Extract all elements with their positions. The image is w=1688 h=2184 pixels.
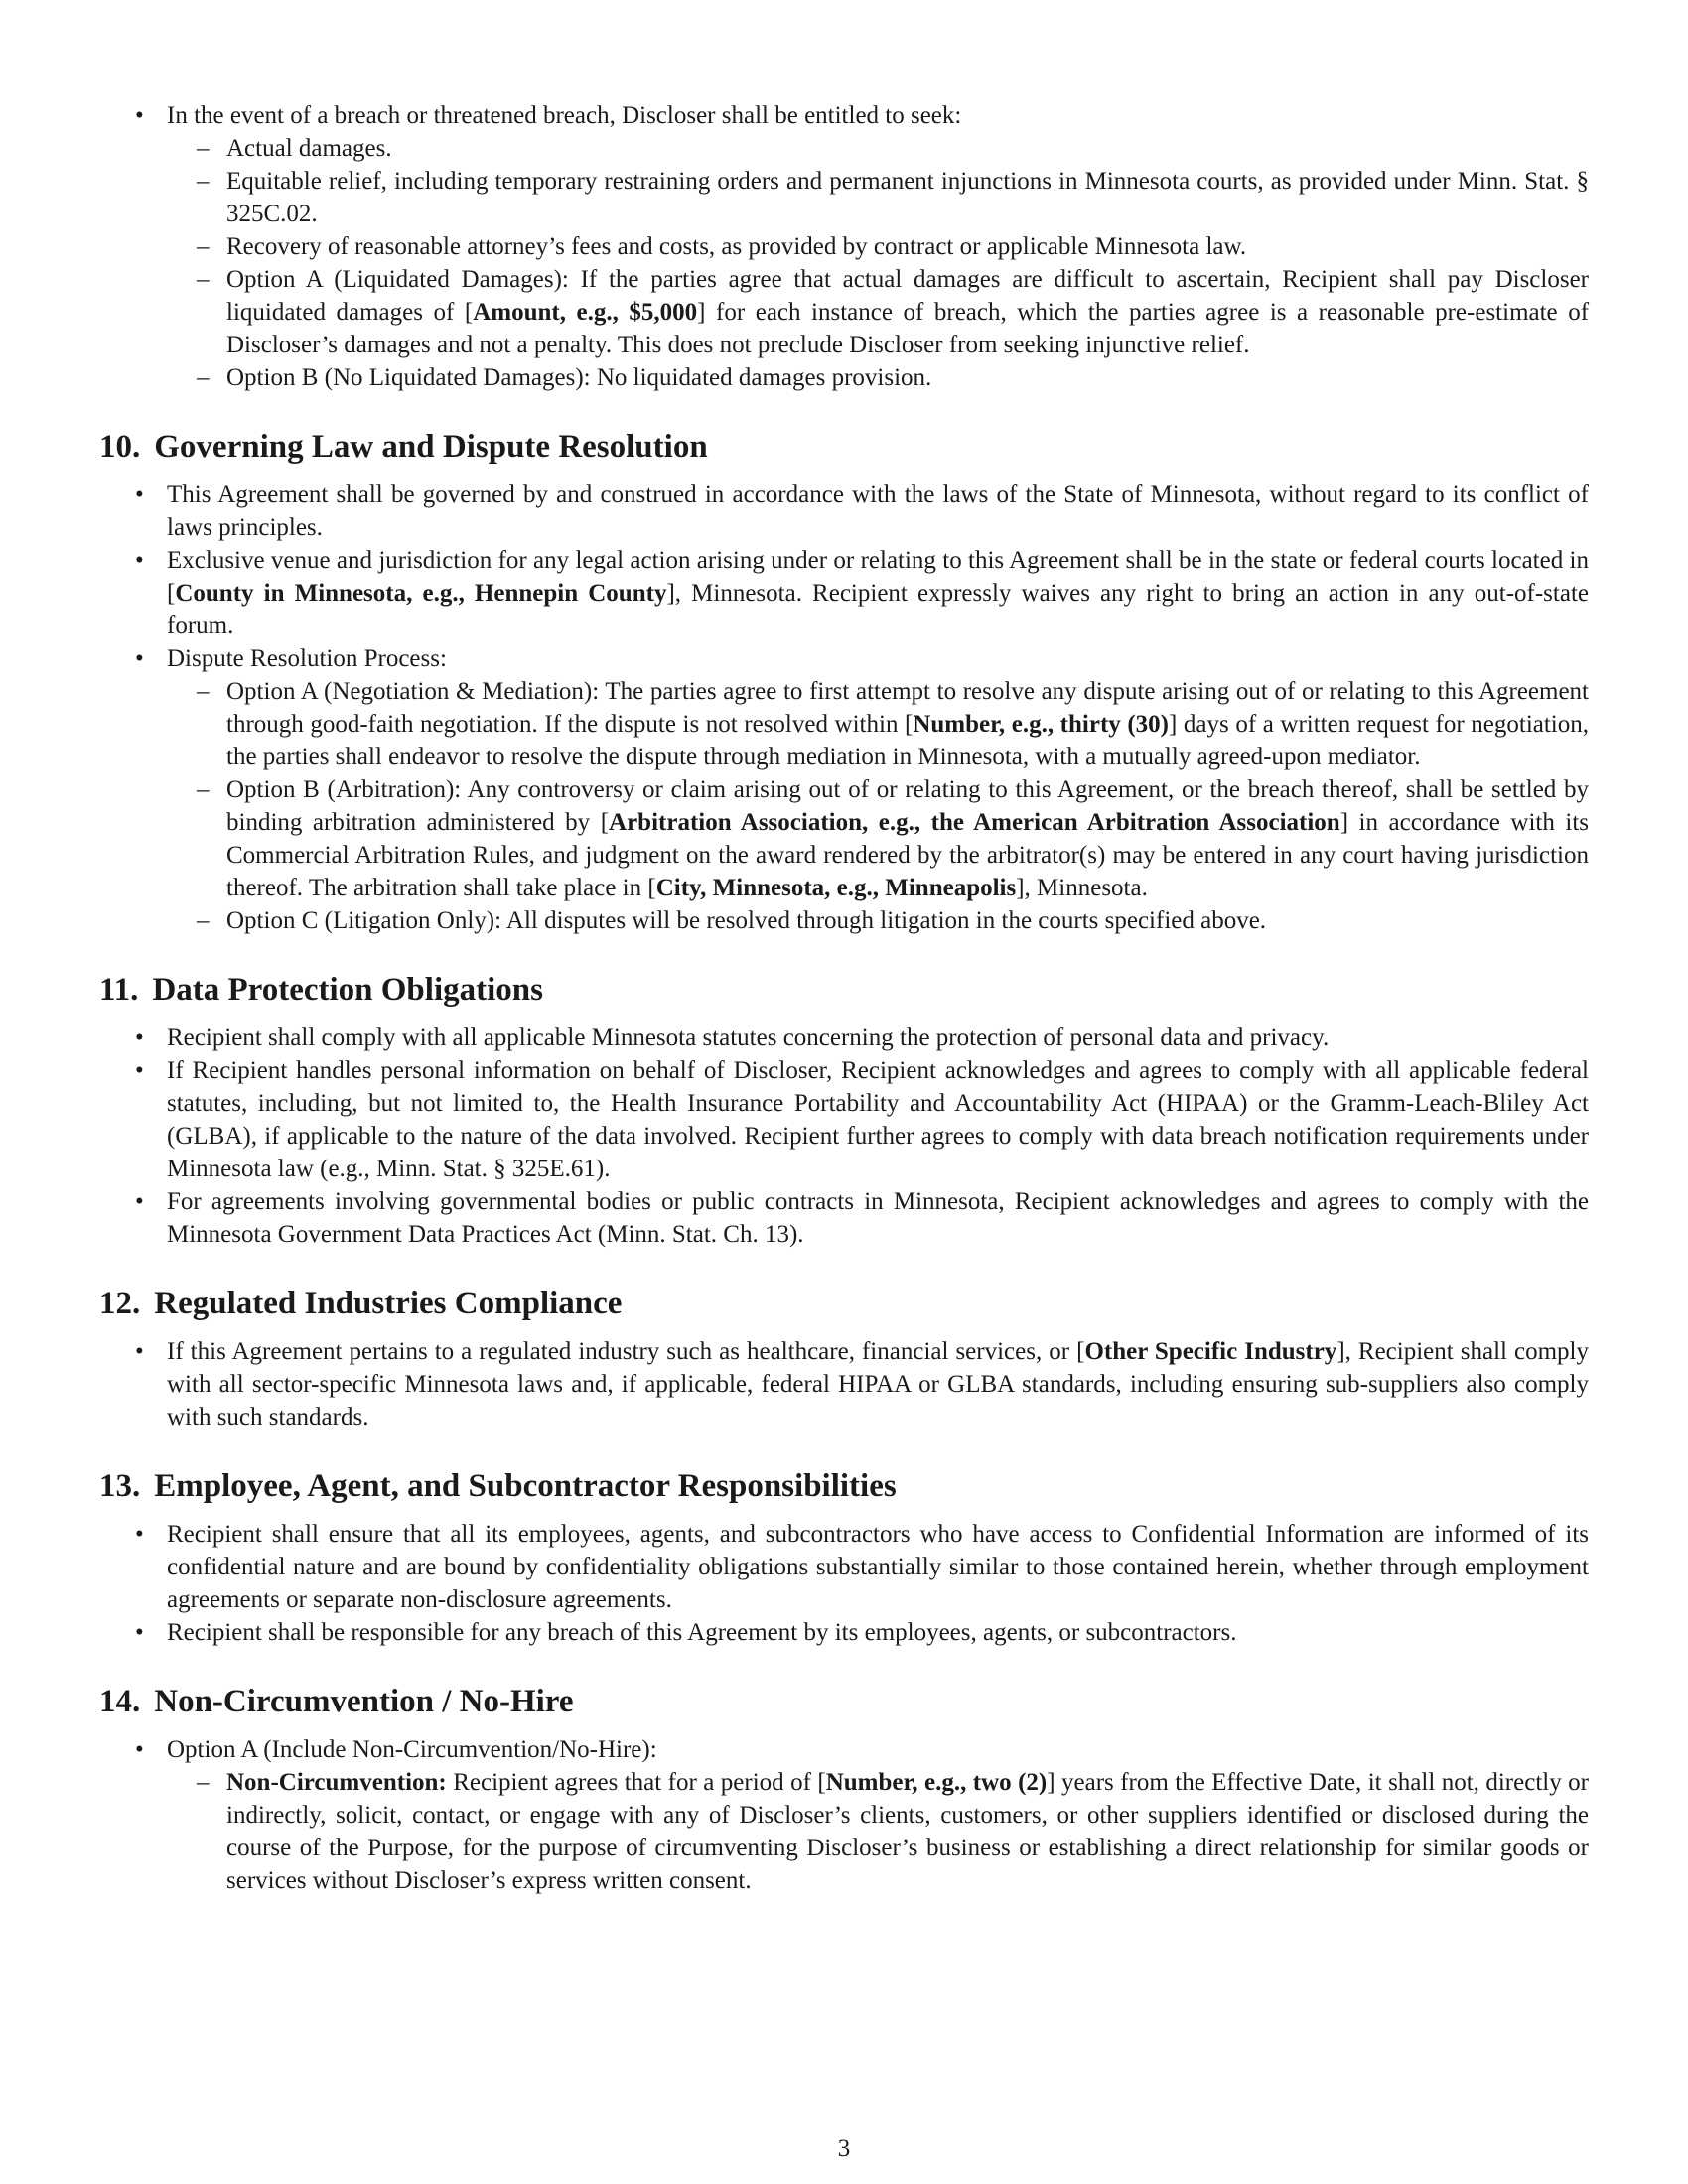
placeholder-amount: Amount, e.g., $5,000 [473,299,698,326]
non-circumvention-label: Non-Circumvention: [226,1769,447,1796]
section-title: Governing Law and Dispute Resolution [154,429,708,465]
employee-responsibility-text: Recipient shall be responsible for any breach of this Agreement by its employees, agents, or subcontractors. [167,1619,1237,1646]
section-10-heading [99,427,1589,467]
placeholder-industry: Other Specific Industry [1084,1338,1337,1365]
venue-text: Exclusive venue and jurisdiction for any legal action arising under or relating to this Agreement shall be in the state or federal courts located in [ [167,547,1589,607]
government-data-text: For agreements involving governmental bodies or public contracts in Minnesota, Recipient acknowledges and agrees to comply with the Minnesota Government Data Practices Act (Minn. Stat. Ch. 13). [167,1188,1589,1248]
option-a-include-label: Option A (Include Non-Circumvention/No-Hire): [167,1736,657,1763]
option-c-litigation-text: Option C (Litigation Only): All disputes will be resolved through litigation in the courts specified above. [226,907,1267,934]
data-protection-text: Recipient shall comply with all applicable Minnesota statutes concerning the protection of personal data and privacy. [167,1024,1330,1051]
section-13-heading [99,1466,1589,1506]
placeholder-days: Number, e.g., thirty (30) [913,711,1170,738]
remedy-actual-damages: Actual damages. [226,135,392,162]
governing-law-text: This Agreement shall be governed by and construed in accordance with the laws of the State of Minnesota, without regard to its conflict of laws principles. [167,481,1589,541]
dispute-options-list [167,675,1589,937]
section-14-list [99,1733,1589,1897]
section-10-list [99,478,1589,937]
list-item [99,1022,1589,1054]
sub-list-item [167,263,1589,361]
list-item [99,1054,1589,1185]
section-number: 14. [99,1684,141,1719]
sub-list-item [167,132,1589,165]
federal-statutes-text: If Recipient handles personal information on behalf of Discloser, Recipient acknowledges and agrees to comply with all applicable federal statutes, including, but not limited to, the Health Insurance Portability and Accountability Act (HIPAA) or the Gramm-Leach-Bliley Act (GLBA), if applicable to the nature of the data involved. Recipient further agrees to comply with data breach notification requirements under Minnesota law (e.g., Minn. Stat. § 325E.61). [167,1057,1589,1182]
section-number: 13. [99,1468,141,1504]
list-item [99,1335,1589,1433]
breach-remedies-sublist [167,132,1589,394]
page-number: 3 [837,2135,851,2162]
section-14-heading [99,1682,1589,1721]
option-a-mediation-text-cont: ] days of a written request for negotiation, the parties shall endeavor to resolve the dispute through mediation in Minnesota, with a mutually agreed-upon mediator. [226,711,1590,770]
regulated-industry-text-cont: ], Recipient shall comply with all sector-specific Minnesota laws and, if applicable, federal HIPAA or GLBA standards, including ensuring sub-suppliers also comply with such standards. [167,1338,1589,1431]
option-b-arbitration-text-cont: ] in accordance with its Commercial Arbitration Rules, and judgment on the award rendered by the arbitrator(s) may be entered in any court having jurisdiction thereof. The arbitration shall take place in [ [226,809,1590,901]
regulated-industry-text: If this Agreement pertains to a regulated industry such as healthcare, financial services, or [ [167,1338,1085,1365]
option-a-text: Option A (Liquidated Damages): If the parties agree that actual damages are difficult to ascertain, Recipient shall pay Discloser liquidated damages of [ [226,266,1589,326]
remedy-equitable-relief: Equitable relief, including temporary restraining orders and permanent injunctions in Minnesota courts, as provided under Minn. Stat. § 325C.02. [226,168,1589,227]
non-circumvention-sublist [167,1766,1589,1897]
breach-intro: In the event of a breach or threatened breach, Discloser shall be entitled to seek: [167,102,962,129]
sub-list-item [167,361,1589,394]
section-title: Non-Circumvention / No-Hire [154,1684,574,1719]
section-number: 10. [99,429,141,465]
option-a-mediation-text: Option A (Negotiation & Mediation): The parties agree to first attempt to resolve any dispute arising out of or relating to this Agreement through good-faith negotiation. If the dispute is not resolved within [ [226,678,1589,738]
list-item [99,642,1589,937]
remedy-attorney-fees: Recovery of reasonable attorney’s fees and costs, as provided by contract or applicable Minnesota law. [226,233,1247,260]
venue-text-cont: ], Minnesota. Recipient expressly waives any right to bring an action in any out-of-state forum. [167,580,1589,639]
list-item [99,1733,1589,1897]
breach-remedies-list [99,99,1589,394]
sub-list-item [167,165,1589,230]
section-12-heading [99,1284,1589,1323]
list-item [99,99,1589,394]
section-title: Data Protection Obligations [152,972,543,1008]
section-number: 11. [99,972,139,1008]
option-a-text-cont: ] for each instance of breach, which the parties agree is a reasonable pre-estimate of Discloser’s damages and not a penalty. This does not preclude Discloser from seeking injunctive relief. [226,299,1590,358]
non-circumvention-text-cont: ] years from the Effective Date, it shall not, directly or indirectly, solicit, contact, or engage with any of Discloser’s clients, customers, or other suppliers identified or disclosed during the course of the Purpose, for the purpose of circumventing Discloser’s business or establishing a direct relationship for similar goods or services without Discloser’s express written consent. [226,1769,1589,1894]
non-circumvention-text: Recipient agrees that for a period of [ [446,1769,826,1796]
option-b-text: Option B (No Liquidated Damages): No liquidated damages provision. [226,364,932,391]
sub-list-item [167,773,1589,904]
placeholder-city: City, Minnesota, e.g., Minneapolis [655,875,1017,901]
section-11-list [99,1022,1589,1251]
list-item [99,478,1589,544]
sub-list-item [167,1766,1589,1897]
sub-list-item [167,675,1589,773]
list-item [99,1616,1589,1649]
section-title: Regulated Industries Compliance [154,1286,623,1321]
section-12-list [99,1335,1589,1433]
list-item [99,1185,1589,1251]
option-b-arbitration-text: Option B (Arbitration): Any controversy or claim arising out of or relating to this Agreement, or the breach thereof, shall be settled by binding arbitration administered by [ [226,776,1589,836]
placeholder-years: Number, e.g., two (2) [825,1769,1048,1796]
sub-list-item [167,904,1589,937]
section-number: 12. [99,1286,141,1321]
section-11-heading [99,970,1589,1010]
employee-obligations-text: Recipient shall ensure that all its employees, agents, and subcontractors who have access to Confidential Information are informed of its confidential nature and are bound by confidentiality obligations substantially similar to those contained herein, whether through employment agreements or separate non-disclosure agreements. [167,1521,1589,1613]
placeholder-arbitration-association: Arbitration Association, e.g., the American Arbitration Association [609,809,1340,836]
dispute-resolution-label: Dispute Resolution Process: [167,645,447,672]
option-b-arbitration-text-end: ], Minnesota. [1016,875,1148,901]
section-title: Employee, Agent, and Subcontractor Responsibilities [154,1468,897,1504]
placeholder-county: County in Minnesota, e.g., Hennepin County [175,580,667,607]
document-page [99,99,1589,1897]
list-item [99,544,1589,642]
section-13-list [99,1518,1589,1649]
sub-list-item [167,230,1589,263]
list-item [99,1518,1589,1616]
